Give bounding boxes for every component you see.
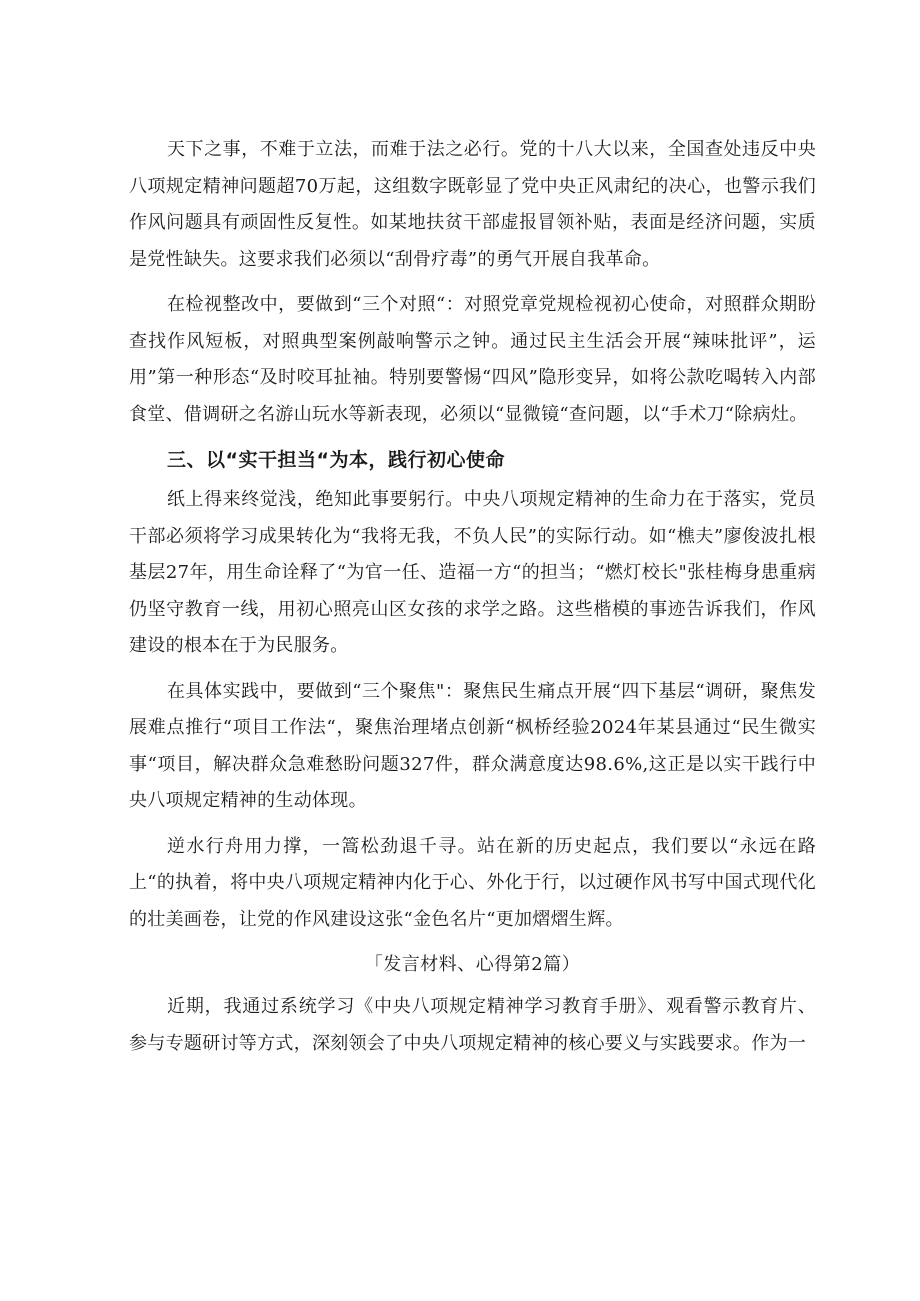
paragraph: 纸上得来终觉浅，绝知此事要躬行。中央八项规定精神的生命力在于落实，党员干部必须将学习成果转化为“我将无我，不负人民”的实际行动。如“樵夫”廖俊波扎根基层27年，用生命诠释了“为官一任、造福一方“的担当；“燃灯校长"张桂梅身患重病仍坚守教育一线，用初心照亮山区女孩的求学之路。这些楷模的事迹告诉我们，作风建设的根本在于为民服务。 (129, 489, 816, 656)
document-page (129, 132, 816, 1071)
paragraph: 天下之事，不难于立法，而难于法之必行。党的十八大以来，全国查处违反中央八项规定精神问题超70万起，这组数字既彰显了党中央正风肃纪的决心，也警示我们作风问题具有顽固性反复性。如某地扶贫干部虚报冒领补贴，表面是经济问题，实质是党性缺失。这要求我们必须以“刮骨疗毒”的勇气开展自我革命。 (129, 139, 816, 270)
section-heading: 三、以“实干担当“为本，践行初心使命 (167, 449, 505, 471)
paragraph: 在具体实践中，要做到“三个聚焦"：聚焦民生痛点开展“四下基层“调研，聚焦发展难点推行“项目工作法“，聚焦治理堵点创新“枫桥经验2024年某县通过“民生微实事“项目，解决群众急难愁盼问题327件，群众满意度达98.6%,这正是以实干践行中央八项规定精神的生动体现。 (129, 680, 816, 811)
article-subtitle: 「发言材料、心得第2篇） (364, 954, 581, 975)
paragraph: 在检视整改中，要做到“三个对照“：对照党章党规检视初心使命，对照群众期盼查找作风短板，对照典型案例敲响警示之钟。通过民主生活会开展“辣味批评”，运用”第一种形态“及时咬耳扯袖。特别要警惕“四风”隐形变异，如将公款吃喝转入内部食堂、借调研之名游山玩水等新表现，必须以“显微镜“查问题，以“手术刀“除病灶。 (129, 294, 816, 425)
paragraph: 近期，我通过系统学习《中央八项规定精神学习教育手册》、观看警示教育片、参与专题研讨等方式，深刻领会了中央八项规定精神的核心要义与实践要求。作为一 (129, 996, 816, 1054)
paragraph: 逆水行舟用力撑，一篙松劲退千寻。站在新的历史起点，我们要以“永远在路上“的执着，将中央八项规定精神内化于心、外化于行，以过硬作风书写中国式现代化的壮美画卷，让党的作风建设这张“金色名片“更加熠熠生辉。 (129, 835, 816, 930)
